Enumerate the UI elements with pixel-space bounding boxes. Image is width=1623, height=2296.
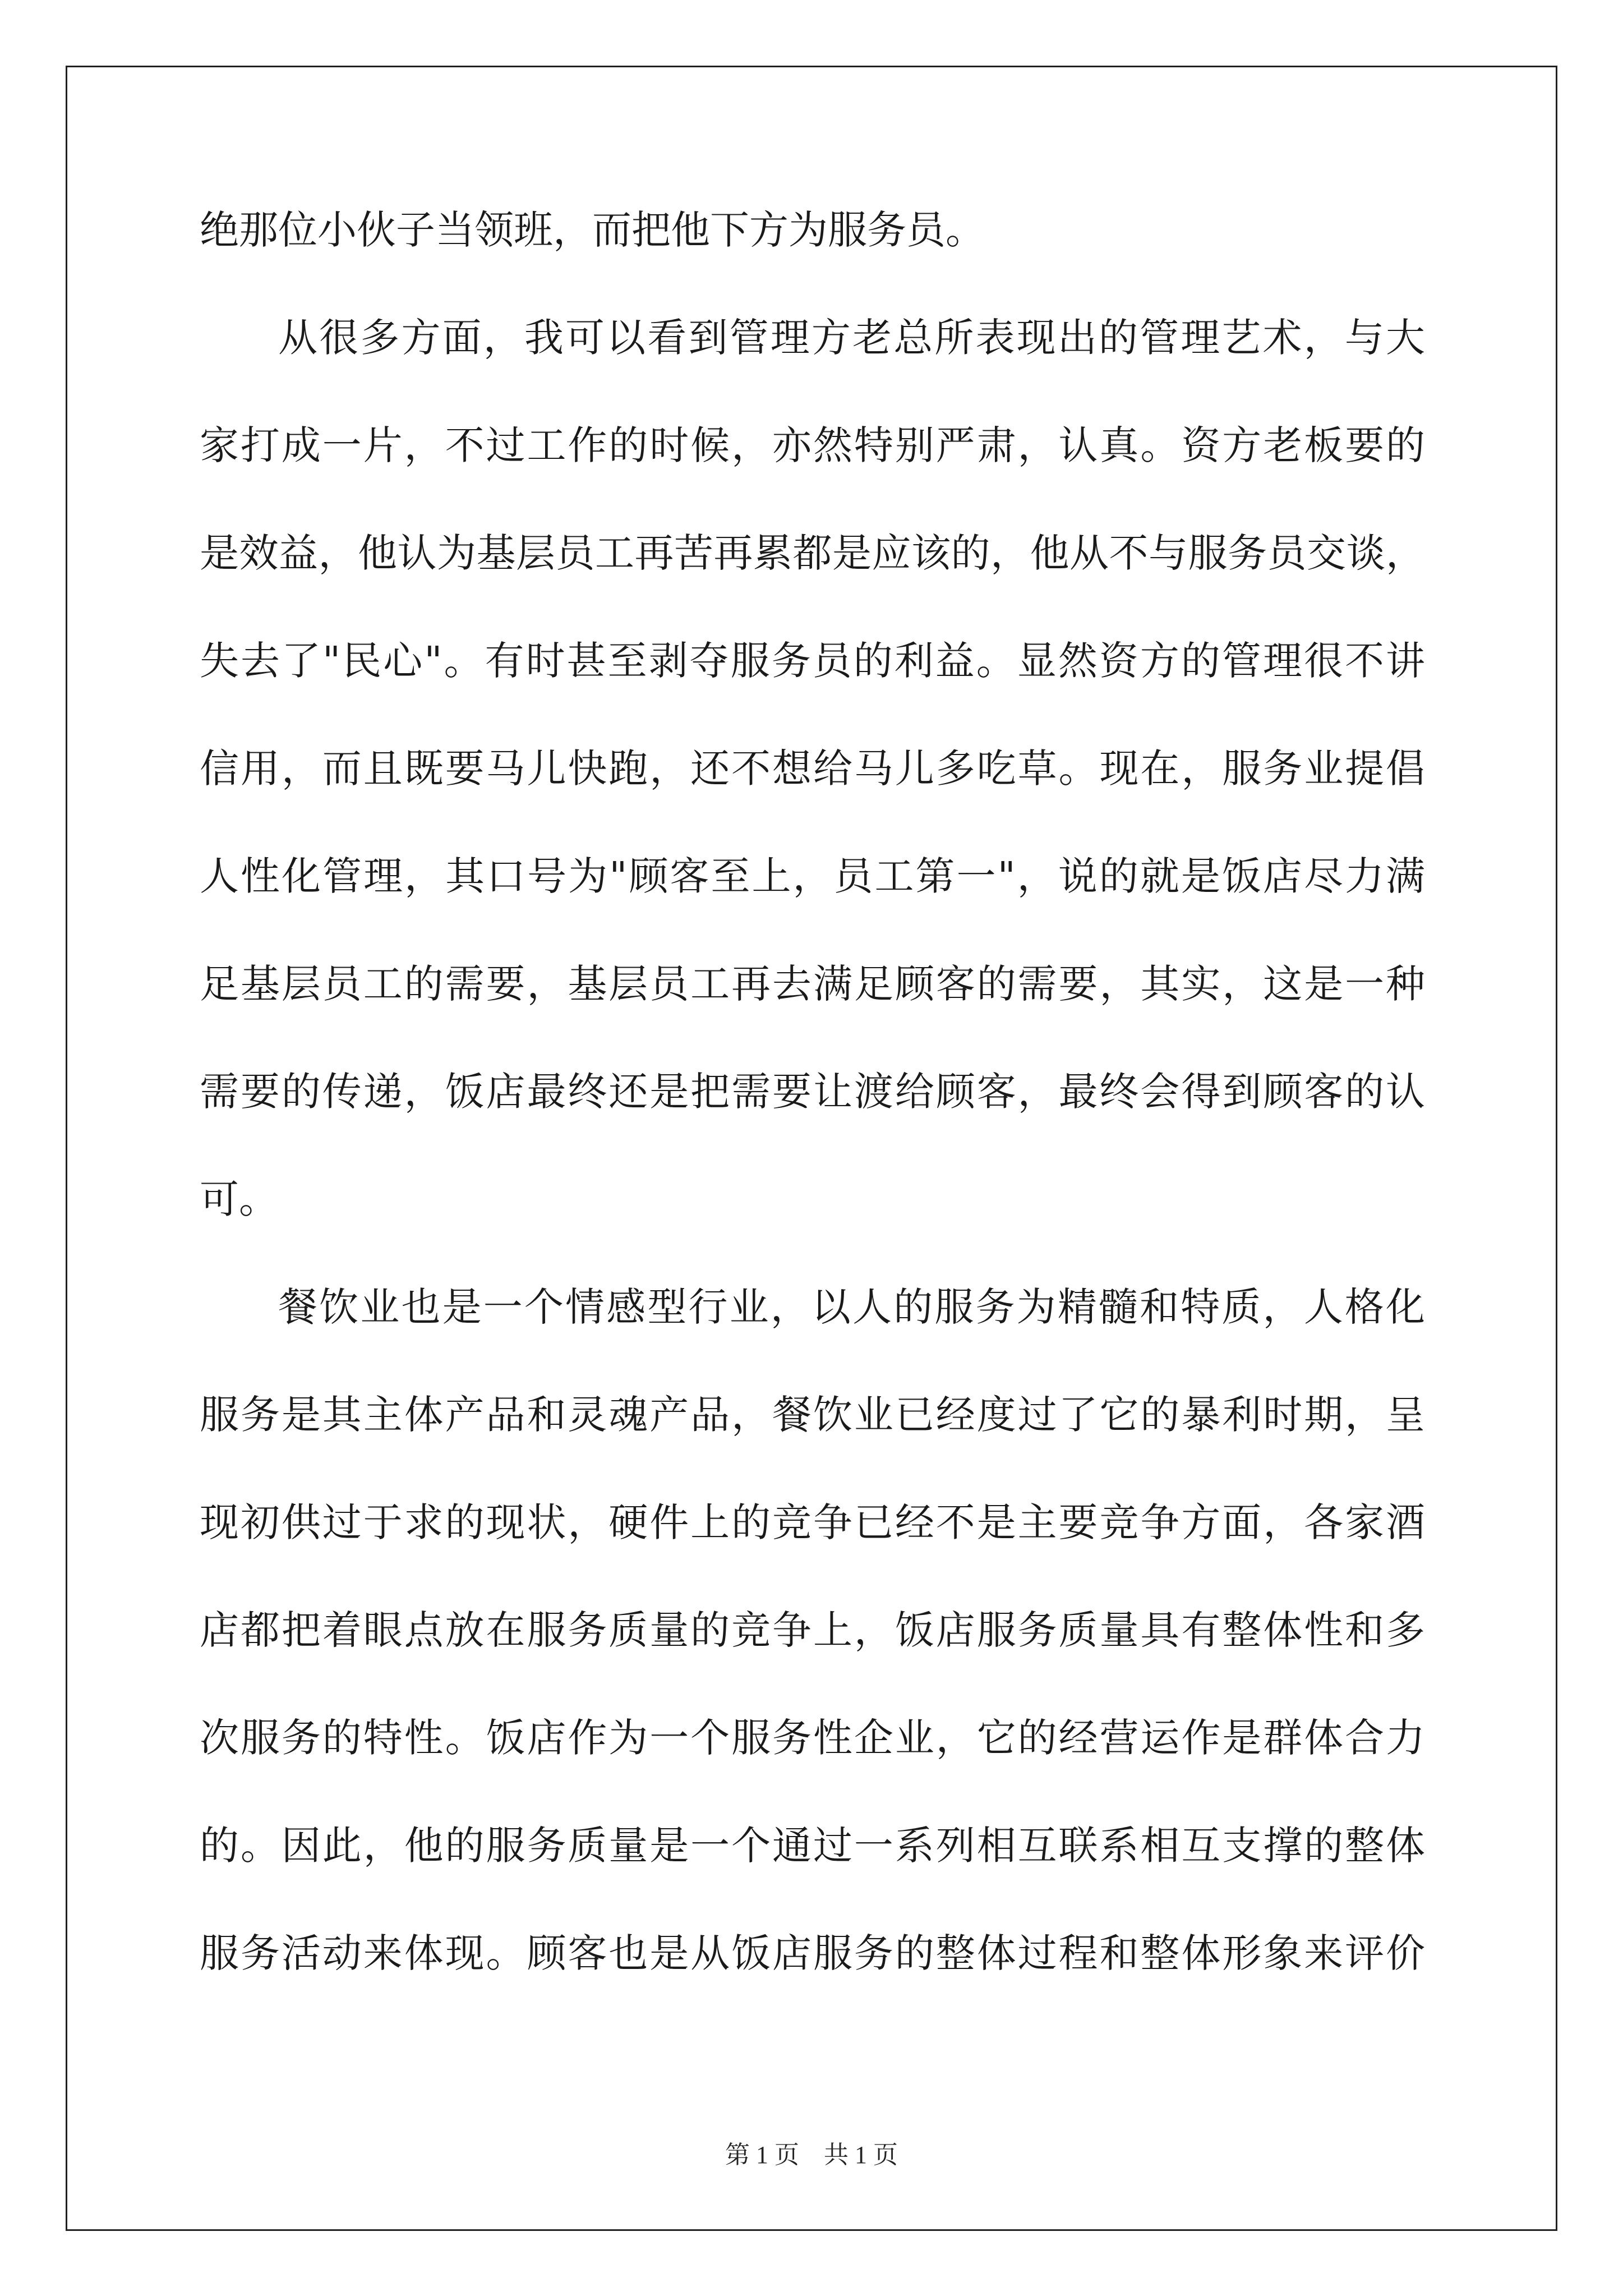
text-line-content: 可。 bbox=[200, 1176, 278, 1222]
text-line-content: 店都把着眼点放在服务质量的竞争上，饭店服务质量具有整体性和多 bbox=[200, 1607, 1425, 1653]
text-line-content: 餐饮业也是一个情感型行业，以人的服务为精髓和特质，人格化 bbox=[278, 1284, 1425, 1330]
text-line-content: 是效益，他认为基层员工再苦再累都是应该的，他从不与服务员交谈， bbox=[200, 530, 1425, 576]
text-line-content: 次服务的特性。饭店作为一个服务性企业，它的经营运作是群体合力 bbox=[200, 1715, 1425, 1761]
text-line-content: 家打成一片，不过工作的时候，亦然特别严肃，认真。资方老板要的 bbox=[200, 422, 1425, 468]
text-line-content: 人性化管理，其口号为"顾客至上，员工第一"，说的就是饭店尽力满 bbox=[200, 853, 1425, 899]
text-line bbox=[200, 1715, 1425, 1826]
text-line-content: 需要的传递，饭店最终还是把需要让渡给顾客，最终会得到顾客的认 bbox=[200, 1069, 1425, 1115]
text-line-content: 服务活动来体现。顾客也是从饭店服务的整体过程和整体形象来评价 bbox=[200, 1930, 1425, 1976]
text-line-content: 从很多方面，我可以看到管理方老总所表现出的管理艺术，与大 bbox=[278, 315, 1425, 361]
text-line bbox=[200, 207, 1425, 318]
text-line bbox=[200, 315, 1425, 426]
page-footer bbox=[0, 2134, 1623, 2170]
text-line bbox=[200, 638, 1425, 749]
page-number: 第 1 页 bbox=[725, 2141, 799, 2169]
text-line bbox=[200, 961, 1425, 1072]
text-line-content: 绝那位小伙子当领班，而把他下方为服务员。 bbox=[200, 207, 985, 253]
text-line-content: 服务是其主体产品和灵魂产品，餐饮业已经度过了它的暴利时期，呈 bbox=[200, 1392, 1425, 1438]
page-total: 共 1 页 bbox=[824, 2141, 898, 2169]
body-text bbox=[200, 207, 1425, 2041]
text-line bbox=[200, 422, 1425, 533]
text-line bbox=[200, 530, 1425, 641]
text-line bbox=[200, 1176, 1425, 1287]
text-line bbox=[200, 1069, 1425, 1180]
text-line bbox=[200, 1284, 1425, 1395]
text-line-content: 信用，而且既要马儿快跑，还不想给马儿多吃草。现在，服务业提倡 bbox=[200, 746, 1425, 792]
text-line bbox=[200, 1392, 1425, 1503]
text-line bbox=[200, 853, 1425, 964]
text-line-content: 现初供过于求的现状，硬件上的竞争已经不是主要竞争方面，各家酒 bbox=[200, 1499, 1425, 1545]
text-line-content: 足基层员工的需要，基层员工再去满足顾客的需要，其实，这是一种 bbox=[200, 961, 1425, 1007]
text-line-content: 的。因此，他的服务质量是一个通过一系列相互联系相互支撑的整体 bbox=[200, 1823, 1425, 1869]
text-line bbox=[200, 1823, 1425, 1934]
text-line bbox=[200, 1607, 1425, 1718]
text-line bbox=[200, 1930, 1425, 2041]
text-line bbox=[200, 1499, 1425, 1611]
text-line bbox=[200, 746, 1425, 857]
text-line-content: 失去了"民心"。有时甚至剥夺服务员的利益。显然资方的管理很不讲 bbox=[200, 638, 1425, 684]
